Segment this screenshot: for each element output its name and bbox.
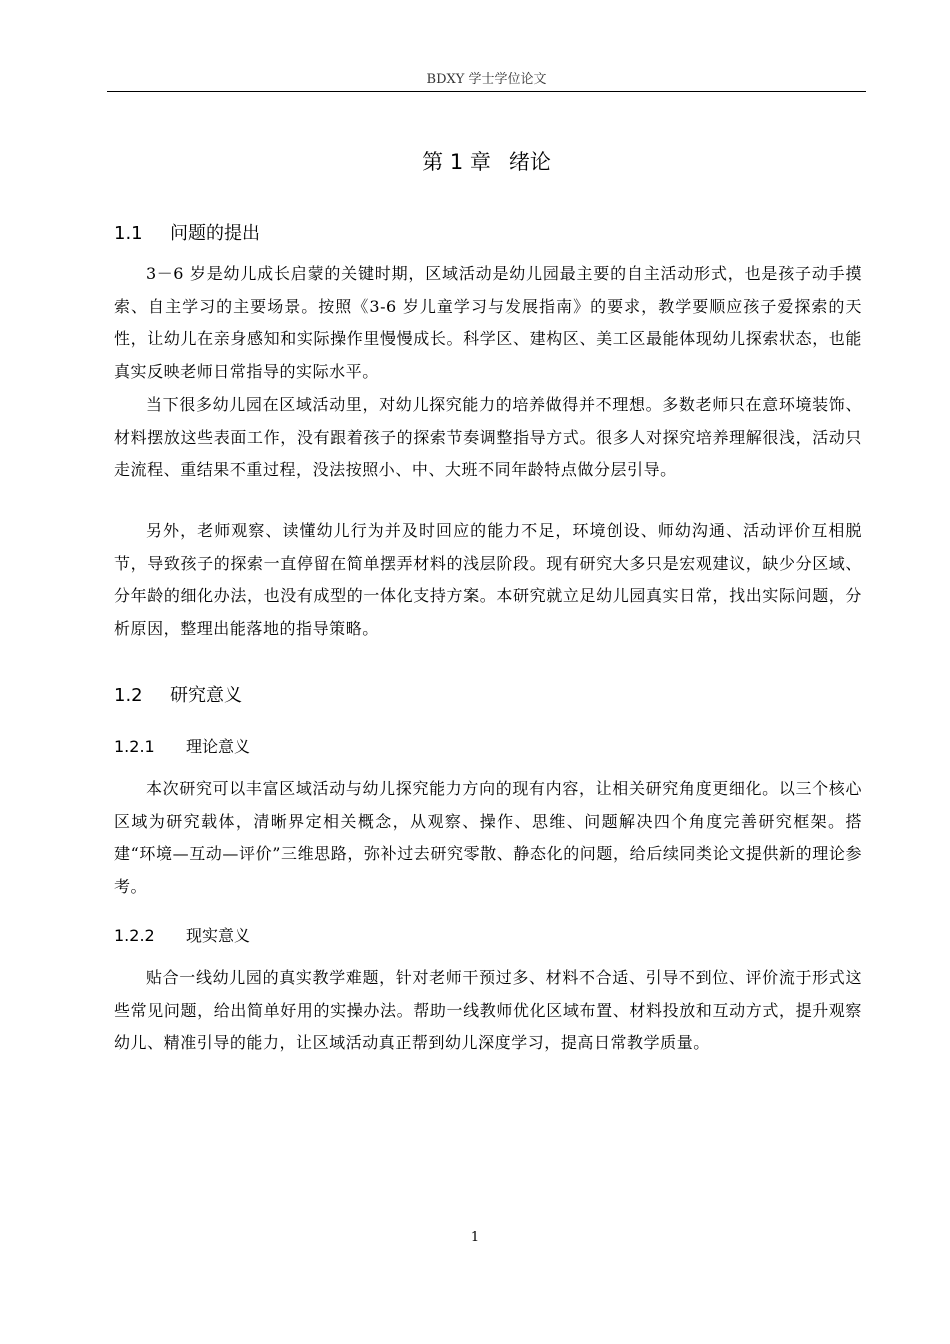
subsection-title: 现实意义 [186, 926, 251, 945]
section-heading-1-2 [114, 683, 242, 709]
paragraph: 3－6 岁是幼儿成长启蒙的关键时期，区域活动是幼儿园最主要的自主活动形式，也是孩子动手摸索、自主学习的主要场景。按照《3-6 岁儿童学习与发展指南》的要求，教学要顺应孩子爱探索的天性，让幼儿在亲身感知和实际操作里慢慢成长。科学区、建构区、美工区最能体现幼儿探索状态，也能真实反映老师日常指导的实际水平。 [114, 264, 862, 381]
paragraph: 另外，老师观察、读懂幼儿行为并及时回应的能力不足，环境创设、师幼沟通、活动评价互相脱节，导致孩子的探索一直停留在简单摆弄材料的浅层阶段。现有研究大多只是宏观建议，缺少分区域、分年龄的细化办法，也没有成型的一体化支持方案。本研究就立足幼儿园真实日常，找出实际问题，分析原因，整理出能落地的指导策略。 [114, 521, 862, 638]
page-number-text: 1 [470, 1230, 480, 1245]
subsection-heading-1-2-1 [114, 735, 250, 759]
subsection-number: 1.2.1 [114, 737, 155, 756]
section-heading-1-1 [114, 221, 260, 247]
subsection-heading-1-2-2 [114, 924, 250, 948]
chapter-name: 绪论 [508, 150, 551, 174]
section-title: 问题的提出 [170, 223, 260, 244]
chapter-title [114, 148, 859, 176]
paragraph: 当下很多幼儿园在区域活动里，对幼儿探究能力的培养做得并不理想。多数老师只在意环境装饰、材料摆放这些表面工作，没有跟着孩子的探索节奏调整指导方式。很多人对探究培养理解很浅，活动只走流程、重结果不重过程，没法按照小、中、大班不同年龄特点做分层引导。 [114, 395, 862, 480]
paragraph: 贴合一线幼儿园的真实教学难题，针对老师干预过多、材料不合适、引导不到位、评价流于形式这些常见问题，给出简单好用的实操办法。帮助一线教师优化区域布置、材料投放和互动方式，提升观察幼儿、精准引导的能力，让区域活动真正帮到幼儿深度学习，提高日常教学质量。 [114, 968, 862, 1053]
subsection-title: 理论意义 [186, 737, 251, 756]
section-title: 研究意义 [170, 685, 242, 706]
section-number: 1.1 [114, 223, 143, 244]
page-header [107, 72, 866, 92]
section-number: 1.2 [114, 685, 143, 706]
paragraph: 本次研究可以丰富区域活动与幼儿探究能力方向的现有内容，让相关研究角度更细化。以三个核心区域为研究载体，清晰界定相关概念，从观察、操作、思维、问题解决四个角度完善研究框架。搭建“环境—互动—评价”三维思路，弥补过去研究零散、静态化的问题，给后续同类论文提供新的理论参考。 [114, 779, 862, 896]
subsection-number: 1.2.2 [114, 926, 155, 945]
chapter-number: 第 1 章 [422, 150, 491, 174]
page-number [0, 1230, 950, 1245]
header-title: BDXY 学士学位论文 [426, 72, 547, 87]
